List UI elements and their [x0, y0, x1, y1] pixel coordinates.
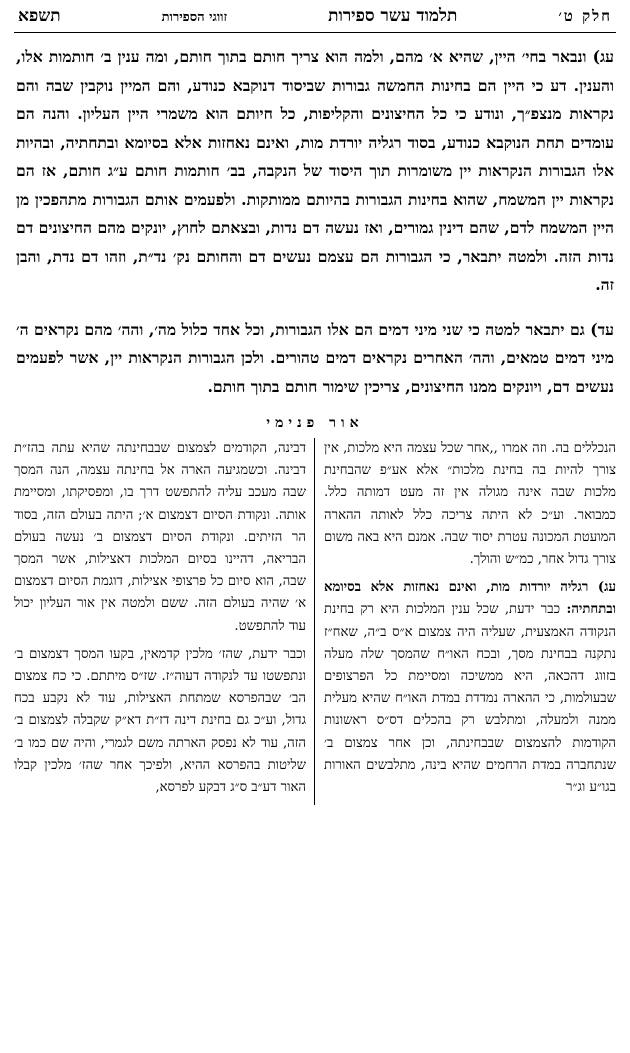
book-title: תלמוד עשר ספירות: [328, 6, 458, 26]
commentary-paragraph: [14, 438, 306, 638]
page-header: [14, 6, 616, 33]
column-divider: [314, 438, 315, 805]
commentary-lead: עג) רגליה יורדות מות, ואינם נאחזות אלא בסיומא ובתחתיה:: [324, 580, 616, 618]
commentary-paragraph: [14, 644, 306, 799]
commentary-left-column: [14, 438, 306, 805]
main-paragraph-1: עג) ונבאר בחי׳ היין, שהיא א׳ מהם, ולמה הוא צריך חותם בתוך חותם, ומה ענין ב׳ חותמות אלו, והענין. דע כי היין הם בחינות החמשה גבורות שביסוד דנוקבא כנודע, והם המיין נוקבין שבה והם נקראות מנצפ״ך, ונודע כי כל החיצונים והקליפות, כל חיותם הוא משמרי היין העליון. והנה הם עומדים תחת הנוקבא כנודע, בסוד רגליה יורדת מות, ואינם נאחזות אלא בסיומא ובתחתיה, ובהיות אלו הגבורות הנקראות יין משומרות תוך היסוד של הנקבה, בב׳ חותמות חותם ע״ג חותם, אז הם נקראות יין המשמח, שהוא בחינות הגבורות בהיותם ממותקות. ולפעמים אותם הגבורות מתהפכין מן היין המשמח לדם, שהם דינין גמורים, ואז נעשה דם נדות, ובצאתם לחוץ, יונקים מהם החיצונים דם נדות הזה. ולמטה יתבאר, כי הגבורות הם עצמם נעשים דם והחותם נק׳ נד״ת, וזהו דם נדת, והבן זה.: [16, 47, 614, 294]
commentary-right-column: [324, 438, 616, 805]
commentary-paragraph: [324, 577, 616, 799]
commentary-text: הנכללים בה. וזה אמרו ,,אחר שכל עצמה היא מלכות, אין צורך להיות בה בחינת מלכות״ אלא אע״פ שהבחינת מלכות שבה אינה מגולה אין זה מעט דמותה כלל. כמבואר. וע״כ לא היתה צריכה כלל לאותה ההארה המועטת המכונה עטרת יסוד שבה. אמנם היא באה משום צורך גדול אחר, כמ״ש והולך.: [324, 441, 616, 568]
commentary-text: וכבר ידעת, שהז׳ מלכין קדמאין, בקעו המסך דצמצום ב׳ ונתפשטו עד לנקודה דעוה״ז. שז״ס מיתתם. כי כח צמצום הב׳ שבהפרסא שמתחת האצילות, עוד לא נקבע בכח גדול, וע״כ גם בחינת דינה דז״ת דא״ק שקבלה לצמצום ב׳ הזה, עוד לא נפסק הארתה משם לגמרי, והיה שם כמו ב׳ שליטות בהפרסא ההיא, ולפיכך אחר שהז׳ מלכין קבלו האור דע״ב ס״ג דבקע לפרסא,: [14, 646, 306, 796]
page-number: תשפא: [18, 6, 61, 26]
main-paragraph-2: עד) גם יתבאר למטה כי שני מיני דמים הם אלו הגבורות, וכל אחד כלול מה׳, והה׳ מהם נקראים ה׳ מיני דמים טמאים, והה׳ האחרים נקראים דמים טהורים. ולכן הגבורות הנקראות יין, אשר לפעמים נעשים דם, ויונקים ממנו החיצונים, צריכין שימור חותם בתוך חותם.: [16, 319, 614, 396]
commentary-text: כבר ידעת, שכל ענין המלכות היא רק בחינת הנקודה האמצעית, שעליה היה צמצום א״ס ב״ה, שאח״ז נתקנה בבחינת מסך, ובכח האו״ח שהמסך שלה מעלה בזווג דהכאה, היא ממשיכה ומסיימת כל הפרצופים שבעולמות, כי ההארה נמדדת במדת האו״ח שהיא מעלית ממנה ולמעלה, ומתלבש רק בהכלים דס״ס ראשונות הקודמות להצמצום שבבחינתה, וכן אחר צמצום ב׳ שנתחברה במדת הרחמים שהיא בינה, מתלבשים האורות בגו״ע וג״ר: [324, 602, 616, 796]
part-label: חלק ט׳: [558, 7, 612, 25]
commentary-text: דבינה, הקודמים לצמצום שבבחינתה שהיא עתה בהז״ת דבינה. וכשמגיעה הארה אל בחינתה עצמה, הנה המסך שבה מעכב עליה להתפשט דרך בו, ומפסיקתו, ומסיימת אותה. ונקודת הסיום דצמצום א׳; היתה בעולם הזה, בסוד הר הזיתים. ונקודת הסיום דצמצום ב׳ נעשה בעולם הבריאה, דהיינו בסיום המלכות דאצילות, אשר המסך שבה, הוא סיום כל פרצופי אצילות, דוגמת הסיום דצמצום א׳ שהיה בעולם הזה. ששם ולמטה אין אור העליון יכול עוד להתפשט.: [14, 441, 306, 634]
main-text: [14, 43, 616, 401]
commentary-title: אור פנימי: [266, 415, 364, 431]
commentary-columns: [14, 438, 616, 805]
commentary-paragraph: [324, 438, 616, 571]
section-title: זווגי הספירות: [161, 10, 228, 25]
